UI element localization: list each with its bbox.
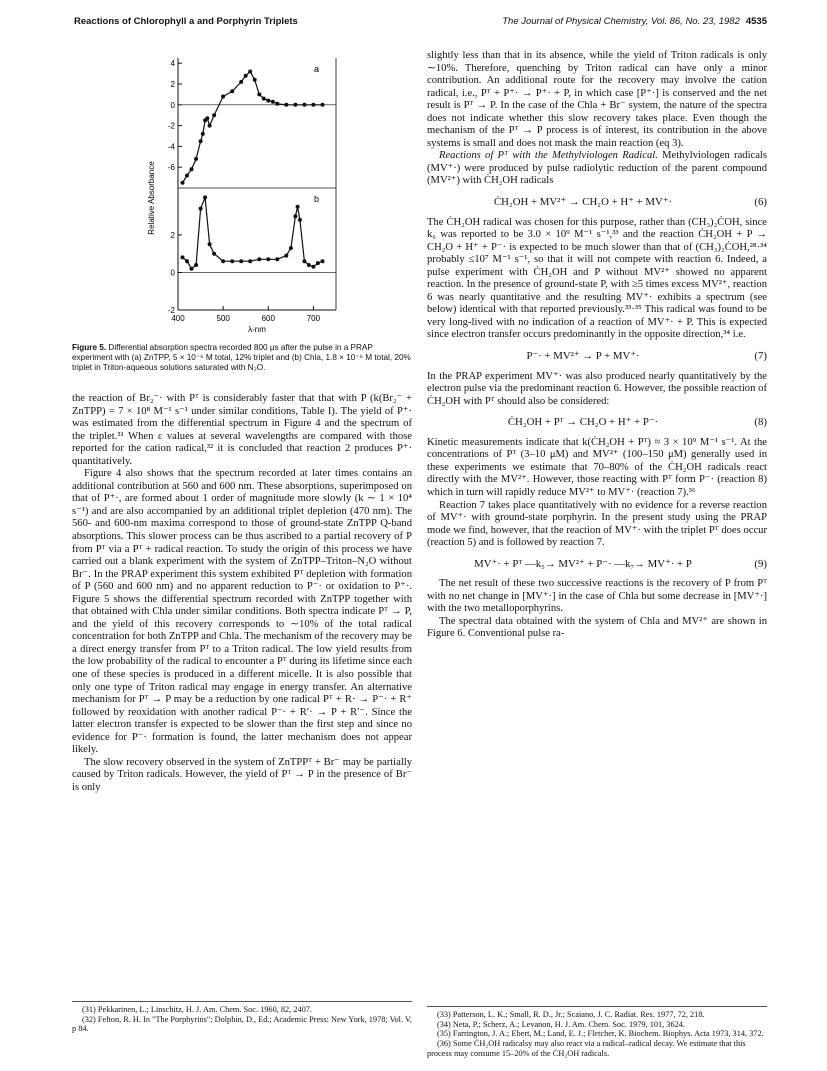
data-point: [194, 263, 198, 267]
data-point: [307, 263, 311, 267]
caption-label: Figure 5.: [72, 343, 107, 352]
footnote: (32) Felton, R. H. In "The Porphyrins"; Dolphin, D., Ed.; Academic Press: New York, 1978; Vol. V, p 84.: [72, 1014, 412, 1034]
panel-label-a: a: [314, 64, 320, 74]
journal-citation: The Journal of Physical Chemistry, Vol. 86, No. 23, 1982: [502, 16, 740, 27]
footnotes-left: [72, 1001, 412, 1034]
series-line-b: [183, 197, 323, 268]
x-tick-label: 400: [171, 314, 185, 323]
data-point: [230, 89, 234, 93]
running-header-right: [502, 16, 767, 27]
data-point: [201, 132, 205, 136]
data-point: [239, 80, 243, 84]
equation-body: ĊH₂OH + MV²⁺ → CH₂O + H⁺ + MV⁺·: [493, 196, 673, 209]
data-point: [293, 214, 297, 218]
equation-9: [427, 558, 767, 571]
figure-caption: [72, 343, 412, 373]
y-tick-label: 2: [170, 230, 175, 240]
paragraph: In the PRAP experiment MV⁺· was also produced nearly quantitatively by the electron pulse via the predominant reaction 6. However, the possible reaction of ĊH₂OH with Pᵀ should also be considered:: [427, 370, 767, 407]
running-header-left: Reactions of Chlorophyll a and Porphyrin Triplets: [74, 16, 298, 27]
equation-number: (9): [754, 557, 767, 570]
data-point: [275, 257, 279, 261]
data-point: [181, 255, 185, 259]
data-point: [208, 242, 212, 246]
data-point: [257, 257, 261, 261]
data-point: [316, 261, 320, 265]
data-point: [199, 139, 203, 143]
x-axis-label: λ-nm: [248, 325, 266, 334]
data-point: [266, 99, 270, 103]
data-point: [266, 257, 270, 261]
x-tick-label: 600: [261, 314, 275, 323]
data-point: [298, 218, 302, 222]
y-tick-label: 0: [170, 268, 175, 278]
y-axis-label: Relative Absorbance: [147, 161, 156, 235]
data-point: [190, 167, 194, 171]
data-point: [221, 259, 225, 263]
data-point: [253, 78, 257, 82]
equation-body: P⁻· + MV²⁺ → P + MV⁺·: [526, 350, 640, 363]
paragraph: The ĊH₂OH radical was chosen for this purpose, rather than (CH₃)₂ĊOH, since k₆ was reported to be 3.0 × 10⁹ M⁻¹ s⁻¹,³³ and the reaction ĊH₂OH + P → CH₂O + H⁺ + P⁻· is expected to be much slower than that of (CH₃)₂ĊOH,²⁸·³⁴ probably ≤10⁷ M⁻¹ s⁻¹, so that it will not compete with reaction 6. Indeed, a pulse experiment with ĊH₂OH and P without MV²⁺ showed no apparent reaction. In the presence of ground-state P, with ≥5 times excess MV²⁺, reaction 6 was nearly quantitative and the resulting MV⁺· exhibits a spectrum (see below) identical with that reported previously.³³·³⁵ This radical was found to be very long-lived with no indication of a reaction of MV⁺· + P. This is expected since electron transfer occurs predominantly in the opposite direction,³⁴ i.e.: [427, 216, 767, 341]
paragraph: Kinetic measurements indicate that k(ĊH₂OH + Pᵀ) ≈ 3 × 10⁹ M⁻¹ s⁻¹. At the concentrations of Pᵀ (3–10 μM) and MV²⁺ (100–150 μM) generally used in these experiments we estimate that 70–80% of the ĊH₂OH radicals react directly with the MV²⁺. However, those reacting with Pᵀ form P⁻· (reaction 8) which in turn will rapidly reduce MV²⁺ to MV⁺· (reaction 7).³⁶: [427, 436, 767, 498]
data-point: [203, 195, 207, 199]
y-tick-label: 2: [170, 80, 175, 89]
equation-8: [427, 416, 767, 429]
data-point: [271, 100, 275, 104]
paragraph: [427, 150, 767, 188]
left-column: [72, 393, 412, 795]
paragraph: slightly less than that in its absence, while the yield of Triton radicals is only ∼10%. Therefore, quenching by Triton radical can have only a minor contribution. An additional route for the recovery may involve the cation radical, i.e., Pᵀ + P⁺· → P⁺· + P, in which case [P⁺·] is conserved and the net result is Pᵀ → P. In the case of the Chla + Br⁻ system, the nature of the spectra does not indicate whether this slow recovery takes place. Even though the mechanism of the Pᵀ → P process is of interest, its contribution in the above systems is small and does not mask the main reaction (eq 3).: [427, 50, 767, 149]
y-tick-label: 0: [170, 100, 175, 110]
section-heading: Reactions of Pᵀ with the Methylviologen Radical.: [439, 150, 658, 162]
data-point: [190, 267, 194, 271]
data-point: [212, 113, 216, 117]
data-point: [284, 254, 288, 258]
footnote: (34) Neta, P.; Scherz, A.; Levanon, H. J. Am. Chem. Soc. 1979, 101, 3624.: [437, 1019, 685, 1029]
figure-5-chart: [140, 48, 340, 338]
equation-body: MV⁺· + Pᵀ —k₅→ MV²⁺ + P⁻· —k₇→ MV⁺· + P: [474, 557, 692, 570]
data-point: [244, 74, 248, 78]
y-tick-label: -2: [167, 121, 175, 131]
y-tick-label: -4: [167, 142, 175, 152]
data-point: [275, 102, 279, 106]
data-point: [302, 259, 306, 263]
equation-number: (7): [754, 350, 767, 363]
y-tick-label: 4: [170, 59, 175, 69]
caption-text: Differential absorption spectra recorded 800 μs after the pulse in a PRAP experiment with (a) ZnTPP, 5 × 10⁻⁶ M total, 12% triplet and (b) Chla, 1.8 × 10⁻⁶ M total, 20% triplet in Triton-aqueous solutions saturated with N₂O.: [72, 343, 411, 372]
data-point: [262, 97, 266, 101]
data-point: [181, 181, 185, 185]
data-point: [199, 207, 203, 211]
footnote: (31) Pekkarinen, L.; Linschitz, H. J. Am. Chem. Soc. 1960, 82, 2407.: [82, 1005, 312, 1014]
data-point: [230, 259, 234, 263]
x-tick-label: 700: [306, 314, 321, 323]
paragraph: The slow recovery observed in the system of ZnTPPᵀ + Br⁻ may be partially caused by Triton radicals. However, the yield of Pᵀ → P in the presence of Br⁻ is only: [72, 756, 412, 793]
paragraph: Figure 4 also shows that the spectrum recorded at later times contains an additional contribution at 560 and 600 nm. These absorptions, superimposed on that of P⁺·, are formed about 1 order of magnitude more slowly (k ∼ 1 × 10⁴ s⁻¹) and are also accompanied by an additional triplet depletion (470 nm). The 560- and 600-nm maxima correspond to those of ground-state ZnTPP Q-band absorptions. This slower process can be thus ascribed to a partial recovery of P from Pᵀ via a Pᵀ + radical reaction. To study the origin of this process we have carried out a blank experiment with the system of ZnTPP–Triton–N₂O without Br⁻. In the PRAP experiment this system exhibited Pᵀ depletion with formation of P (560 and 600 nm) and no apparent reduction to P⁻· or oxidation to P⁺·. Figure 5 shows the differential spectrum recorded with ZnTPP together with that obtained with Chla under similar conditions. Both spectra indicate Pᵀ → P, and the yield of this recovery corresponds to ∼10% of the total radical concentration for both ZnTPP and Chla. The mechanism of the recovery may be a direct energy transfer from Pᵀ to a Triton radical. The low yield results from the low probability of the radical to encounter a Pᵀ during its lifetime since each one of these species is produced in a different micelle. It is also possible that only one type of Triton radical may engage in energy transfer. An alternative mechanism for Pᵀ → P may be a reduction by one radical Pᵀ + R· → P⁻· + R⁺ followed by reoxidation with another radical P⁻· + R′· → P + R′⁻. Since the latter electron transfer is expected to be slower than the first step and since no evidence for P⁻· formation is found, the latter mechanism does not appear likely.: [72, 468, 412, 756]
data-point: [293, 103, 297, 107]
paragraph: Reaction 7 takes place quantitatively with no evidence for a reverse reaction of MV⁺· with ground-state porphyrin. In the present study using the PRAP mode we find, however, that the reaction of MV⁺· with the triplet Pᵀ does occur (reaction 5) and is followed by reaction 7.: [427, 499, 767, 549]
equation-number: (6): [754, 196, 767, 209]
paragraph-text: Methylviologen radicals (MV⁺·) were produced by pulse radiolytic reduction of the parent compound (MV²⁺) with ĊH₂OH radicals: [427, 150, 767, 187]
footnotes-right: [427, 1006, 767, 1059]
equation-6: [427, 196, 767, 209]
data-point: [321, 103, 325, 107]
data-point: [248, 259, 252, 263]
footnote: (35) Farrington, J. A.; Ebert, M.; Land, E. J.; Fletcher, K. Biochem. Biophys. Acta 1973, 314, 372.: [437, 1029, 764, 1039]
data-point: [185, 259, 189, 263]
right-column: [427, 50, 767, 641]
data-point: [248, 70, 252, 74]
footnote: (33) Patterson, L. K.; Small, R. D., Jr.; Scaiano, J. C. Radiat. Res. 1977, 72, 218.: [437, 1010, 705, 1019]
data-point: [208, 124, 212, 128]
data-point: [212, 252, 216, 256]
paragraph: The spectral data obtained with the system of Chla and MV²⁺ are shown in Figure 6. Conventional pulse ra-: [427, 615, 767, 640]
footnote: (36) Some ĊH₂OH radicalsy may also react via a radical–radical decay. We estimate that this process may consume 15–20% of the ĊH₂OH radicals.: [427, 1039, 746, 1058]
data-point: [289, 246, 293, 250]
data-point: [311, 265, 315, 269]
data-point: [221, 95, 225, 99]
y-tick-label: -2: [167, 306, 175, 315]
data-point: [205, 116, 209, 120]
equation-7: [427, 350, 767, 363]
paragraph: the reaction of Br₂⁻· with Pᵀ is considerably faster that that with P (k(Br₂⁻ + ZnTPP) = 7 × 10⁸ M⁻¹ s⁻¹ under similar conditions, Table I). The yield of P⁺· was estimated from the differential spectrum in Figure 4 and the spectrum of the triplet.³¹ When ε values at several wavelengths are compared with those reported for the cation radical,³² it is concluded that reaction 2 produces P⁺· quantitatively.: [72, 393, 412, 467]
data-point: [302, 103, 306, 107]
data-point: [321, 259, 325, 263]
data-point: [239, 259, 243, 263]
data-point: [194, 157, 198, 161]
equation-number: (8): [754, 416, 767, 429]
data-point: [257, 92, 261, 96]
data-point: [296, 205, 300, 209]
data-point: [185, 174, 189, 178]
x-tick-label: 500: [216, 314, 230, 323]
equation-body: ĊH₂OH + Pᵀ → CH₂O + H⁺ + P⁻·: [507, 416, 659, 429]
data-point: [311, 103, 315, 107]
data-point: [284, 103, 288, 107]
page-number: 4535: [745, 16, 767, 27]
paragraph: The net result of these two successive reactions is the recovery of P from Pᵀ with no net change in [MV⁺·] in the case of Chla but some decrease in [MV⁺·] with the two metalloporphyrins.: [427, 578, 767, 615]
y-tick-label: -6: [167, 163, 175, 173]
panel-label-b: b: [314, 194, 320, 204]
series-line-a: [183, 72, 323, 183]
